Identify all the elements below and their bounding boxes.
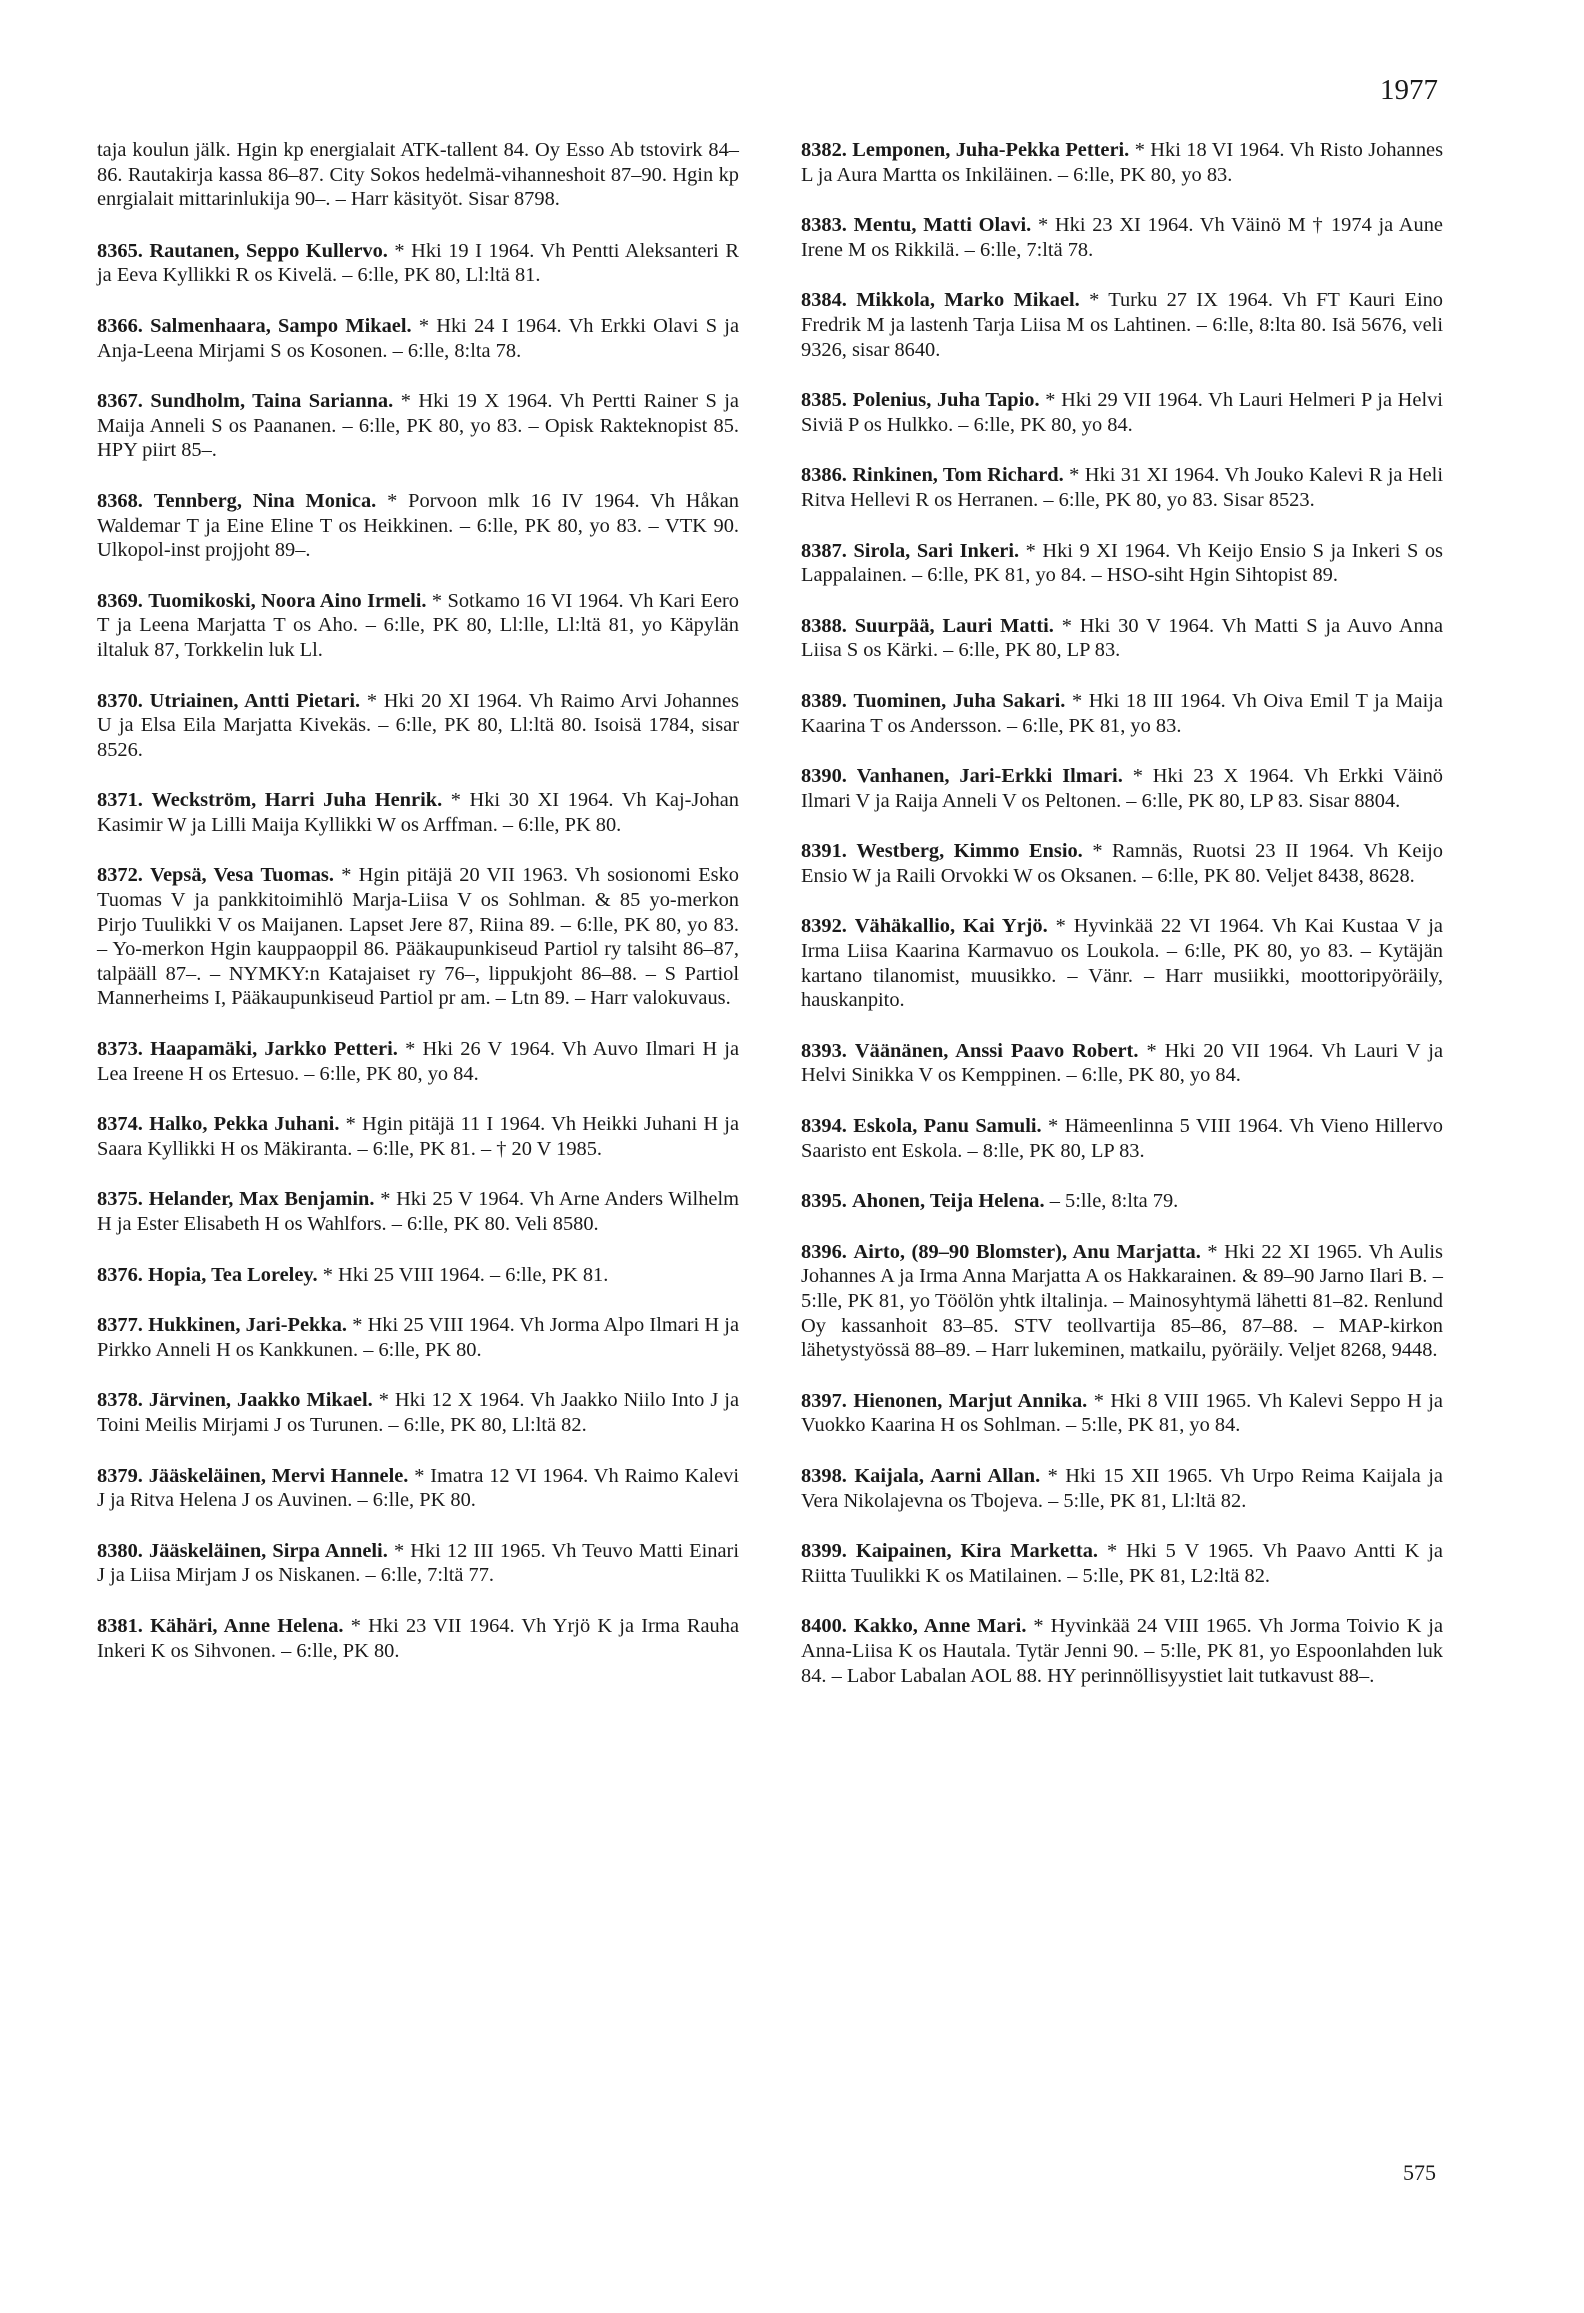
- register-entry: [97, 239, 739, 288]
- register-entry: [801, 839, 1443, 888]
- entry-text: * Hki 22 XI 1965. Vh Aulis Johannes A ja Irma Anna Marjatta A os Hakkarainen. & 89–90 Jarno Ilari B. – 5:lle, PK 81, yo Töölön yhtk iltalinja. – Mainosyhtymä lähetti 81–82. Renlund Oy kassanhoit 83–85. STV teollvartija 85–86, 87–88. – MAP-kirkon lähetystyössä 88–89. – Harr lukeminen, matkailu, pyöräily. Veljet 8268, 9448.: [801, 1240, 1443, 1362]
- entry-number: 8390.: [801, 765, 847, 788]
- entry-name: Tuomikoski, Noora Aino Irmeli.: [148, 589, 427, 612]
- register-entry: [97, 389, 739, 463]
- entry-name: Mikkola, Marko Mikael.: [856, 289, 1080, 312]
- entry-name: Vanhanen, Jari-Erkki Ilmari.: [856, 765, 1123, 788]
- entry-number: 8387.: [801, 539, 847, 562]
- entry-name: Hukkinen, Jari-Pekka.: [148, 1314, 348, 1337]
- entry-number: 8394.: [801, 1115, 847, 1138]
- entry-name: Vähäkallio, Kai Yrjö.: [854, 915, 1048, 938]
- entry-text: * Hki 19 X 1964. Vh Pertti Rainer S ja Maija Anneli S os Paananen. – 6:lle, PK 80, yo 83. – Opisk Rakteknopist 85. HPY piirt 85–.: [97, 390, 739, 462]
- register-entry: [801, 1464, 1443, 1513]
- register-entry: [801, 288, 1443, 362]
- entry-text: * Hki 30 V 1964. Vh Matti S ja Auvo Anna Liisa S os Kärki. – 6:lle, PK 80, LP 83.: [801, 614, 1443, 662]
- entry-text: * Hki 31 XI 1964. Vh Jouko Kalevi R ja Heli Ritva Hellevi R os Herranen. – 6:lle, PK 80, yo 83. Sisar 8523.: [801, 464, 1443, 511]
- entry-text: * Turku 27 IX 1964. Vh FT Kauri Eino Fredrik M ja lastenh Tarja Liisa M os Lahtinen. – 6:lle, 8:lta 80. Isä 5676, veli 9326, sisar 8640.: [801, 289, 1443, 361]
- entry-text: * Hki 24 I 1964. Vh Erkki Olavi S ja Anja-Leena Mirjami S os Kosonen. – 6:lle, 8:lta 78.: [97, 314, 739, 362]
- entry-text: * Hki 25 VIII 1964. Vh Jorma Alpo Ilmari H ja Pirkko Anneli H os Kankkunen. – 6:lle, PK 80.: [97, 1314, 740, 1361]
- entry-name: Weckström, Harri Juha Henrik.: [151, 789, 443, 812]
- register-entry: [801, 539, 1443, 588]
- entry-name: Vepsä, Vesa Tuomas.: [150, 864, 334, 887]
- register-entry: [97, 314, 739, 363]
- register-entry: [801, 1189, 1443, 1214]
- entry-name: Halko, Pekka Juhani.: [149, 1113, 340, 1136]
- entry-number: 8386.: [801, 464, 847, 487]
- entry-text: * Hki 5 V 1965. Vh Paavo Antti K ja Riitta Tuulikki K os Matilainen. – 5:lle, PK 81, L2:ltä 82.: [801, 1540, 1443, 1587]
- page-year-header: 1977: [1380, 74, 1438, 106]
- register-entry: [801, 689, 1443, 738]
- entry-text: * Hki 20 VII 1964. Vh Lauri V ja Helvi Sinikka V os Kemppinen. – 6:lle, PK 80, yo 84.: [801, 1039, 1443, 1087]
- entry-number: 8379.: [97, 1464, 143, 1487]
- entry-name: Ahonen, Teija Helena.: [852, 1190, 1045, 1213]
- entry-text: * Hgin pitäjä 11 I 1964. Vh Heikki Juhani H ja Saara Kyllikki H os Mäkiranta. – 6:lle, PK 81. – † 20 V 1985.: [97, 1113, 740, 1160]
- register-entry: [97, 1112, 739, 1161]
- entry-name: Järvinen, Jaakko Mikael.: [148, 1389, 373, 1412]
- register-entry: [801, 1114, 1443, 1163]
- entry-text: * Hki 30 XI 1964. Vh Kaj-Johan Kasimir W ja Lilli Maija Kyllikki W os Arffman. – 6:lle, PK 80.: [97, 789, 739, 836]
- register-entry: [97, 1539, 739, 1588]
- entry-name: Suurpää, Lauri Matti.: [854, 614, 1054, 637]
- entry-text: * Hki 9 XI 1964. Vh Keijo Ensio S ja Inkeri S os Lappalainen. – 6:lle, PK 81, yo 84. – HSO-siht Hgin Sihtopist 89.: [801, 539, 1443, 587]
- entry-number: 8374.: [97, 1113, 143, 1136]
- entry-name: Kaijala, Aarni Allan.: [854, 1464, 1041, 1487]
- entry-name: Sundholm, Taina Sarianna.: [150, 390, 394, 413]
- entry-number: 8400.: [801, 1615, 847, 1638]
- entry-number: 8368.: [97, 489, 143, 512]
- entry-number: 8372.: [97, 864, 143, 887]
- register-entry: [97, 489, 739, 563]
- entry-name: Tuominen, Juha Sakari.: [853, 689, 1066, 712]
- entry-text: * Ramnäs, Ruotsi 23 II 1964. Vh Keijo Ensio W ja Raili Orvokki W os Oksanen. – 6:lle, PK 80. Veljet 8438, 8628.: [801, 840, 1443, 887]
- entry-number: 8376.: [97, 1263, 143, 1286]
- entry-text: * Hki 19 I 1964. Vh Pentti Aleksanteri R ja Eeva Kyllikki R os Kivelä. – 6:lle, PK 80, Ll:ltä 81.: [97, 239, 739, 287]
- right-column: [801, 138, 1443, 1714]
- register-entry: [97, 1464, 739, 1513]
- entry-number: 8398.: [801, 1464, 847, 1487]
- entry-number: 8365.: [97, 239, 143, 262]
- entry-text: * Hki 23 XI 1964. Vh Väinö M † 1974 ja Aune Irene M os Rikkilä. – 6:lle, 7:ltä 78.: [801, 214, 1443, 261]
- entry-name: Lemponen, Juha-Pekka Petteri.: [852, 139, 1130, 161]
- entry-text: * Hgin pitäjä 20 VII 1963. Vh sosionomi Esko Tuomas V ja pankkitoimihlö Marja-Liisa V os Sohlman. & 85 yo-merkon Pirjo Tuulikki V os Maijanen. Lapset Jere 87, Riina 89. – 6:lle, PK 80, yo 83. – Yo-merkon Hgin kauppaoppil 86. Pääkaupunkiseud Partiol ry talsiht 86–87, talpääll 87–. – NYMKY:n Katajaiset ry 76–, lippukjoht 86–88. – S Partiol Mannerheims I, Pääkaupunkiseud Partiol pr am. – Ltn 89. – Harr valokuvaus.: [97, 864, 739, 1010]
- entry-number: 8371.: [97, 789, 143, 812]
- entry-name: Rinkinen, Tom Richard.: [852, 464, 1064, 487]
- entry-number: 8378.: [97, 1389, 143, 1412]
- entry-text: * Sotkamo 16 VI 1964. Vh Kari Eero T ja Leena Marjatta T os Aho. – 6:lle, PK 80, Ll:lle, Ll:ltä 81, yo Käpylän iltaluk 87, Torkkelin luk Ll.: [97, 589, 739, 661]
- entry-number: 8370.: [97, 689, 143, 712]
- entry-number: 8393.: [801, 1039, 847, 1062]
- entry-name: Hienonen, Marjut Annika.: [853, 1389, 1088, 1412]
- register-entry: [801, 138, 1443, 187]
- register-entry: [97, 689, 739, 763]
- entry-text: * Hki 18 III 1964. Vh Oiva Emil T ja Maija Kaarina T os Andersson. – 6:lle, PK 81, yo 83.: [801, 689, 1443, 737]
- entry-name: Mentu, Matti Olavi.: [853, 214, 1032, 237]
- entry-number: 8392.: [801, 915, 847, 938]
- register-entry: [801, 614, 1443, 663]
- entry-text: – 5:lle, 8:lta 79.: [1049, 1190, 1179, 1213]
- entry-number: 8366.: [97, 314, 143, 337]
- entry-number: 8373.: [97, 1038, 143, 1061]
- register-entry: [801, 1539, 1443, 1588]
- entry-name: Tennberg, Nina Monica.: [153, 489, 377, 512]
- entry-text: * Hki 12 X 1964. Vh Jaakko Niilo Into J ja Toini Meilis Mirjami J os Turunen. – 6:lle, PK 80, Ll:ltä 82.: [97, 1389, 740, 1436]
- entry-number: 8385.: [801, 389, 847, 412]
- register-entry: [801, 1240, 1443, 1363]
- register-entry: [801, 914, 1443, 1012]
- entry-number: 8381.: [97, 1614, 143, 1637]
- entry-number: 8397.: [801, 1389, 847, 1412]
- register-entry: [97, 1187, 739, 1236]
- entry-name: Salmenhaara, Sampo Mikael.: [150, 314, 412, 337]
- entry-text: * Hki 8 VIII 1965. Vh Kalevi Seppo H ja Vuokko Kaarina H os Sohlman. – 5:lle, PK 81, yo 84.: [801, 1389, 1443, 1437]
- register-entry: [97, 1263, 739, 1288]
- entry-name: Väänänen, Anssi Paavo Robert.: [854, 1039, 1139, 1062]
- register-entry: [97, 863, 739, 1011]
- entry-name: Sirola, Sari Inkeri.: [853, 539, 1020, 562]
- entry-number: 8395.: [801, 1190, 847, 1213]
- entry-text: * Hki 12 III 1965. Vh Teuvo Matti Einari J ja Liisa Mirjam J os Niskanen. – 6:lle, 7:ltä 77.: [97, 1539, 739, 1587]
- page-number: 575: [1403, 2160, 1436, 2185]
- register-entry: [97, 1614, 739, 1663]
- entry-text: * Hki 26 V 1964. Vh Auvo Ilmari H ja Lea Ireene H os Ertesuo. – 6:lle, PK 80, yo 84.: [97, 1038, 739, 1085]
- entry-name: Eskola, Panu Samuli.: [853, 1115, 1042, 1138]
- entry-name: Jääskeläinen, Mervi Hannele.: [148, 1464, 409, 1487]
- entry-text: * Porvoon mlk 16 IV 1964. Vh Håkan Waldemar T ja Eine Eline T os Heikkinen. – 6:lle, PK 80, yo 83. – VTK 90. Ulkopol-inst projjoht 89–.: [97, 489, 739, 562]
- entry-name: Polenius, Juha Tapio.: [852, 389, 1040, 412]
- entry-text: * Hki 18 VI 1964. Vh Risto Johannes L ja Aura Martta os Inkiläinen. – 6:lle, PK 80, yo 83.: [801, 139, 1444, 186]
- entry-name: Jääskeläinen, Sirpa Anneli.: [149, 1539, 388, 1562]
- entry-text: * Hämeenlinna 5 VIII 1964. Vh Vieno Hillervo Saaristo ent Eskola. – 8:lle, PK 80, LP 83.: [801, 1115, 1443, 1162]
- entry-text: taja koulun jälk. Hgin kp energialait ATK-tallent 84. Oy Esso Ab tstovirk 84–86. Rautakirja kassa 86–87. City Sokos hedelmä-vihanneshoit 87–90. Hgin kp enrgialait mittarinlukija 90–. – Harr käsityöt. Sisar 8798.: [97, 139, 739, 211]
- entry-number: 8377.: [97, 1314, 143, 1337]
- entry-number: 8369.: [97, 589, 143, 612]
- entry-text: * Hki 23 VII 1964. Vh Yrjö K ja Irma Rauha Inkeri K os Sihvonen. – 6:lle, PK 80.: [97, 1614, 739, 1662]
- register-entry: [97, 138, 739, 212]
- entry-text: * Hki 23 X 1964. Vh Erkki Väinö Ilmari V ja Raija Anneli V os Peltonen. – 6:lle, PK 80, LP 83. Sisar 8804.: [801, 765, 1443, 812]
- entry-number: 8384.: [801, 289, 847, 312]
- entry-text: * Hki 25 VIII 1964. – 6:lle, PK 81.: [322, 1263, 609, 1286]
- entry-text: * Hki 15 XII 1965. Vh Urpo Reima Kaijala ja Vera Nikolajevna os Tbojeva. – 5:lle, PK 81, Ll:ltä 82.: [801, 1464, 1443, 1512]
- entry-number: 8380.: [97, 1539, 143, 1562]
- register-entry: [801, 463, 1443, 512]
- entry-text: * Imatra 12 VI 1964. Vh Raimo Kalevi J ja Ritva Helena J os Auvinen. – 6:lle, PK 80.: [97, 1464, 739, 1512]
- entry-name: Haapamäki, Jarkko Petteri.: [150, 1038, 398, 1061]
- entry-number: 8382.: [801, 139, 847, 161]
- entry-name: Airto, (89–90 Blomster), Anu Marjatta.: [853, 1240, 1201, 1263]
- entry-name: Rautanen, Seppo Kullervo.: [149, 239, 388, 262]
- register-entry: [97, 788, 739, 837]
- entry-number: 8396.: [801, 1240, 847, 1263]
- entry-name: Kähäri, Anne Helena.: [150, 1614, 344, 1637]
- register-entry: [97, 1037, 739, 1086]
- entry-number: 8388.: [801, 614, 847, 637]
- entry-number: 8391.: [801, 840, 847, 863]
- left-column: [97, 138, 739, 1689]
- entry-number: 8375.: [97, 1188, 143, 1211]
- entry-name: Kaipainen, Kira Marketta.: [855, 1540, 1099, 1563]
- entry-number: 8383.: [801, 214, 847, 237]
- entry-name: Westberg, Kimmo Ensio.: [856, 840, 1083, 863]
- entry-text: * Hyvinkää 22 VI 1964. Vh Kai Kustaa V ja Irma Liisa Kaarina Karmavuo os Loukola. – 6:lle, PK 80, yo 83. – Kytäjän kartano tilanomist, muusikko. – Vänr. – Harr musiikki, moottoripyöräily, hauskanpito.: [801, 915, 1443, 1012]
- entry-number: 8367.: [97, 390, 143, 413]
- entry-text: * Hki 29 VII 1964. Vh Lauri Helmeri P ja Helvi Siviä P os Hulkko. – 6:lle, PK 80, yo 84.: [801, 389, 1443, 436]
- register-entry: [801, 1389, 1443, 1438]
- entry-text: * Hki 25 V 1964. Vh Arne Anders Wilhelm H ja Ester Elisabeth H os Wahlfors. – 6:lle, PK 80. Veli 8580.: [97, 1188, 739, 1235]
- register-entry: [97, 1313, 739, 1362]
- register-entry: [801, 213, 1443, 262]
- register-entry: [801, 1039, 1443, 1088]
- entry-name: Hopia, Tea Loreley.: [148, 1263, 318, 1286]
- register-entry: [801, 388, 1443, 437]
- entry-name: Kakko, Anne Mari.: [853, 1615, 1027, 1638]
- entry-text: * Hyvinkää 24 VIII 1965. Vh Jorma Toivio K ja Anna-Liisa K os Hautala. Tytär Jenni 90. – 5:lle, PK 81, yo Espoonlahden luk 84. – Labor Labalan AOL 88. HY perinnöllisyystiet lait tutkavust 88–.: [801, 1615, 1444, 1687]
- entry-name: Utriainen, Antti Pietari.: [149, 689, 361, 712]
- entry-number: 8399.: [801, 1540, 847, 1563]
- entry-number: 8389.: [801, 689, 847, 712]
- entry-text: * Hki 20 XI 1964. Vh Raimo Arvi Johannes U ja Elsa Eila Marjatta Kivekäs. – 6:lle, PK 80, Ll:ltä 80. Isoisä 1784, sisar 8526.: [97, 689, 739, 761]
- register-entry: [801, 764, 1443, 813]
- register-entry: [801, 1614, 1443, 1688]
- register-entry: [97, 589, 739, 663]
- entry-name: Helander, Max Benjamin.: [148, 1188, 375, 1211]
- register-entry: [97, 1388, 739, 1437]
